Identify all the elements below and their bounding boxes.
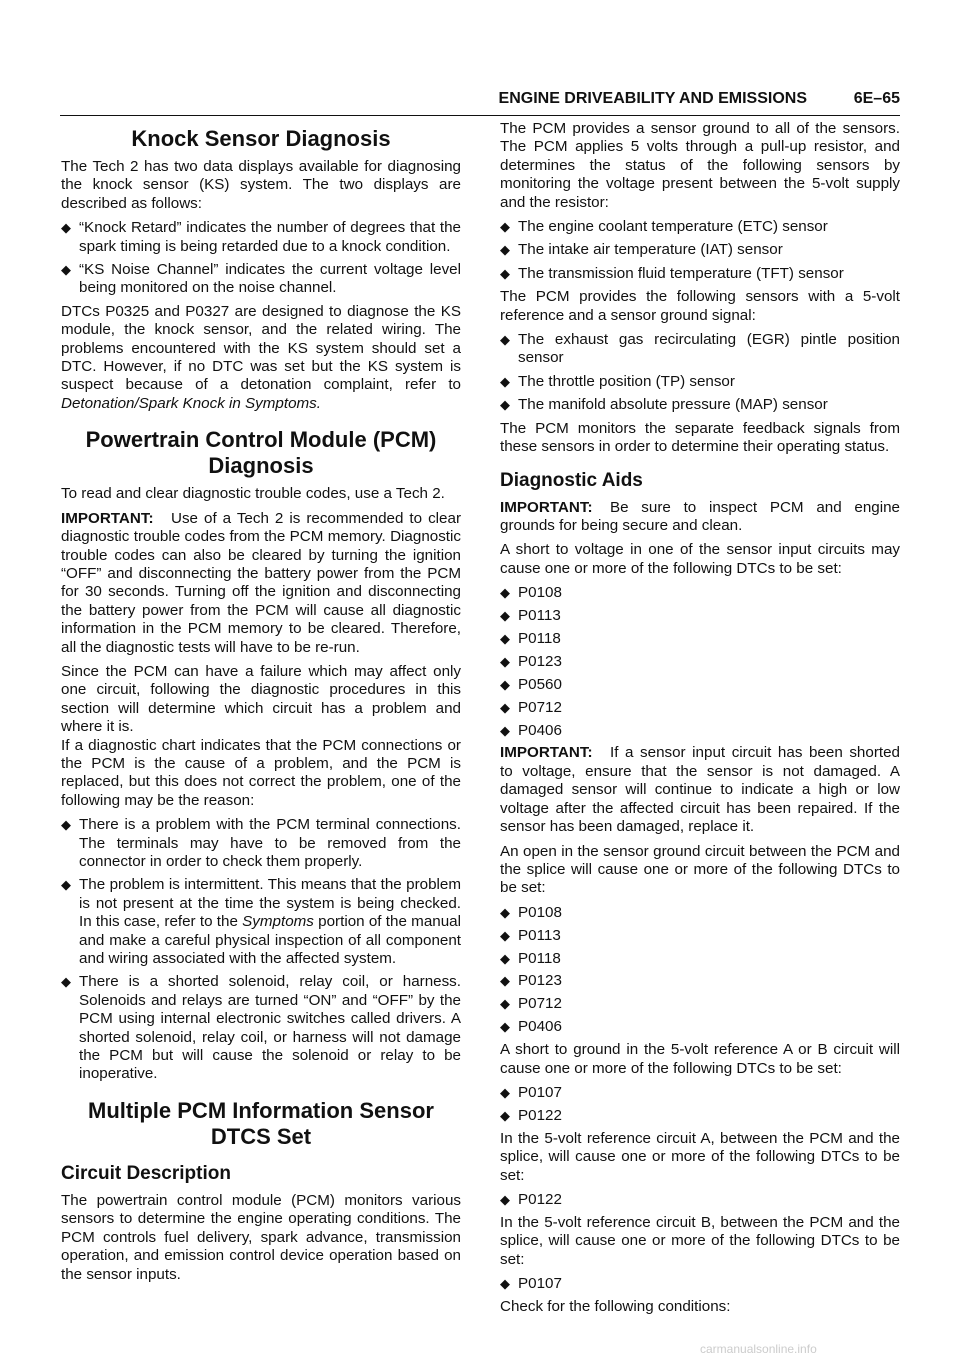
list-item: ◆ P0108 [500, 903, 562, 921]
heading-pcm-diagnosis: Powertrain Control Module (PCM) Diagnosis [85, 427, 437, 479]
list-item: ◆ P0107 [500, 1083, 562, 1101]
bullet-icon: ◆ [500, 653, 510, 669]
list-item: ◆ The problem is intermittent. This means that the problem is not present at the time the system is being checked. In this case, refer to the Symptoms portion of the manual and make a careful physical inspection of all component and wiring associated with the affected system. [61, 876, 461, 968]
paragraph: Since the PCM can have a failure which may affect only one circuit, following the diagnostic procedures in this section will determine which circuit has a problem and where it is. [61, 662, 461, 736]
bullet-icon: ◆ [61, 974, 71, 990]
list-item: ◆ P0118 [500, 949, 561, 967]
paragraph: A short to voltage in one of the sensor input circuits may cause one or more of the following DTCs to be set: [500, 541, 900, 577]
important-label: IMPORTANT: [61, 509, 154, 527]
list-item: ◆ The engine coolant temperature (ETC) sensor [500, 218, 828, 236]
list-item: ◆ There is a problem with the PCM terminal connections. The terminals may have to be removed from the connector in order to check them properly. [61, 816, 461, 870]
bullet-list [500, 331, 900, 415]
bullet-icon: ◆ [500, 676, 510, 692]
dtc-list [500, 1275, 900, 1293]
bullet-icon: ◆ [500, 585, 510, 601]
important-label: IMPORTANT: [500, 498, 593, 516]
list-item: ◆ The manifold absolute pressure (MAP) sensor [500, 396, 828, 414]
bullet-icon: ◆ [500, 373, 510, 389]
list-item: ◆ P0406 [500, 1018, 562, 1036]
bullet-icon: ◆ [61, 262, 71, 278]
paragraph: The PCM provides the following sensors with a 5-volt reference and a sensor ground signal: [500, 288, 900, 324]
heading-diagnostic-aids: Diagnostic Aids [500, 469, 643, 491]
header-rule [60, 115, 900, 116]
list-item: ◆ P0123 [500, 652, 562, 670]
bullet-icon: ◆ [500, 1084, 510, 1100]
list-item: ◆ The transmission fluid temperature (TFT) sensor [500, 264, 844, 282]
bullet-icon: ◆ [500, 397, 510, 413]
bullet-icon: ◆ [500, 1192, 510, 1207]
bullet-icon: ◆ [61, 877, 71, 893]
bullet-icon: ◆ [500, 973, 510, 989]
page-header [60, 88, 900, 116]
important-label: IMPORTANT: [500, 744, 593, 762]
paragraph: In the 5-volt reference circuit A, between the PCM and the splice, will cause one or more of the following DTCs to be set: [500, 1129, 900, 1184]
cross-reference: Symptoms [242, 913, 314, 931]
paragraph: If a diagnostic chart indicates that the PCM connections or the PCM is the cause of a problem, and the PCM is replaced, but this does not correct the problem, one of the following may be the reason: [61, 736, 461, 809]
important-note: IMPORTANT: Use of a Tech 2 is recommended to clear diagnostic trouble codes from the PCM memory. Diagnostic trouble codes can also be cleared by turning the ignition “OFF” and disconnecting the battery power from the PCM for 30 seconds. Turning off the ignition and disconnecting the battery power from the PCM will cause all diagnostic information in the PCM memory to be cleared. Therefore, all the diagnostic tests will have to be re-run. [61, 509, 461, 656]
important-note: IMPORTANT: If a sensor input circuit has been shorted to voltage, ensure that the sensor is not damaged. A damaged sensor will continue to indicate a high or low voltage after the affected circuit has been repaired. If the sensor has been damaged, replace it. [500, 744, 900, 836]
left-column [61, 120, 461, 1290]
dtc-list [500, 1084, 900, 1125]
list-item: ◆ The throttle position (TP) sensor [500, 372, 735, 390]
list-item: ◆ P0118 [500, 629, 561, 647]
right-column [500, 120, 900, 1322]
list-item: ◆ The exhaust gas recirculating (EGR) pintle position sensor [500, 331, 900, 367]
dtc-list [500, 584, 900, 740]
cross-reference: Detonation/Spark Knock in Symptoms. [61, 394, 321, 412]
list-item: ◆ P0122 [500, 1106, 562, 1124]
bullet-icon: ◆ [500, 332, 510, 348]
bullet-list [61, 219, 461, 298]
list-item: ◆ P0113 [500, 607, 561, 625]
bullet-icon: ◆ [500, 242, 510, 258]
bullet-icon: ◆ [500, 265, 510, 281]
paragraph: The PCM monitors the separate feedback signals from these sensors in order to determine their operating status. [500, 419, 900, 456]
bullet-icon: ◆ [500, 722, 510, 738]
list-item: ◆ There is a shorted solenoid, relay coil, or harness. Solenoids and relays are turned “ON” and “OFF” by the PCM using internal electronic switches called drivers. A shorted solenoid, relay coil, or harness will not damage the PCM but will cause the solenoid or relay to be inoperative. [61, 973, 461, 1083]
paragraph: DTCs P0325 and P0327 are designed to diagnose the KS module, the knock sensor, and the related wiring. The problems encountered with the KS system should set a DTC. However, if no DTC was set but the KS system is suspect because of a detonation complaint, refer to Detonation/Spark Knock in Symptoms. [61, 302, 461, 412]
bullet-icon: ◆ [500, 1107, 510, 1123]
heading-multiple-pcm: Multiple PCM Information Sensor DTCS Set [88, 1097, 434, 1149]
list-item: ◆ P0122 [500, 1191, 562, 1208]
bullet-icon: ◆ [500, 1019, 510, 1035]
bullet-icon: ◆ [500, 1276, 510, 1292]
bullet-icon: ◆ [500, 904, 510, 920]
list-item: ◆ The intake air temperature (IAT) sensor [500, 241, 783, 259]
bullet-icon: ◆ [500, 950, 510, 966]
bullet-icon: ◆ [500, 927, 510, 943]
section-title: ENGINE DRIVEABILITY AND EMISSIONS [498, 90, 807, 107]
bullet-icon: ◆ [500, 608, 510, 624]
list-item: ◆ P0712 [500, 995, 562, 1013]
page-number: 6E–65 [853, 90, 900, 107]
bullet-icon: ◆ [500, 219, 510, 235]
paragraph: An open in the sensor ground circuit between the PCM and the splice will cause one or more of the following DTCs to be set: [500, 842, 900, 897]
paragraph: To read and clear diagnostic trouble codes, use a Tech 2. [61, 485, 445, 503]
bullet-icon: ◆ [61, 220, 71, 236]
list-item: ◆ P0108 [500, 584, 562, 602]
list-item: ◆ P0107 [500, 1275, 562, 1293]
heading-circuit-description: Circuit Description [61, 1162, 231, 1184]
bullet-icon: ◆ [61, 817, 71, 833]
paragraph: Check for the following conditions: [500, 1298, 731, 1316]
dtc-list [500, 904, 900, 1037]
paragraph: The PCM provides a sensor ground to all of the sensors. The PCM applies 5 volts through a pull-up resistor, and determines the status of the following sensors by monitoring the voltage present between the 5-volt supply and the resistor: [500, 120, 900, 211]
paragraph: A short to ground in the 5-volt reference A or B circuit will cause one or more of the following DTCs to be set: [500, 1041, 900, 1077]
heading-knock-sensor: Knock Sensor Diagnosis [131, 126, 391, 151]
bullet-icon: ◆ [500, 699, 510, 715]
list-item: ◆ “KS Noise Channel” indicates the current voltage level being monitored on the noise channel. [61, 261, 461, 297]
dtc-list [500, 1191, 900, 1209]
bullet-list [500, 218, 900, 283]
list-item: ◆ P0113 [500, 926, 561, 944]
bullet-list [61, 816, 461, 1084]
list-item: ◆ P0123 [500, 972, 562, 990]
bullet-icon: ◆ [500, 996, 510, 1012]
list-item: ◆ P0560 [500, 675, 562, 693]
list-item: ◆ P0712 [500, 698, 562, 716]
paragraph: The powertrain control module (PCM) monitors various sensors to determine the engine operating conditions. The PCM controls fuel delivery, spark advance, transmission operation, and emission control device operation based on the sensor inputs. [61, 1191, 461, 1283]
bullet-icon: ◆ [500, 630, 510, 646]
paragraph: The Tech 2 has two data displays available for diagnosing the knock sensor (KS) system. The two displays are described as follows: [61, 158, 461, 212]
paragraph: In the 5-volt reference circuit B, between the PCM and the splice, will cause one or more of the following DTCs to be set: [500, 1213, 900, 1268]
list-item: ◆ P0406 [500, 721, 562, 739]
list-item: ◆ “Knock Retard” indicates the number of degrees that the spark timing is being retarded due to a knock condition. [61, 219, 461, 255]
watermark: carmanualsonline.info [700, 1342, 817, 1356]
important-note: IMPORTANT: Be sure to inspect PCM and engine grounds for being secure and clean. [500, 498, 900, 534]
